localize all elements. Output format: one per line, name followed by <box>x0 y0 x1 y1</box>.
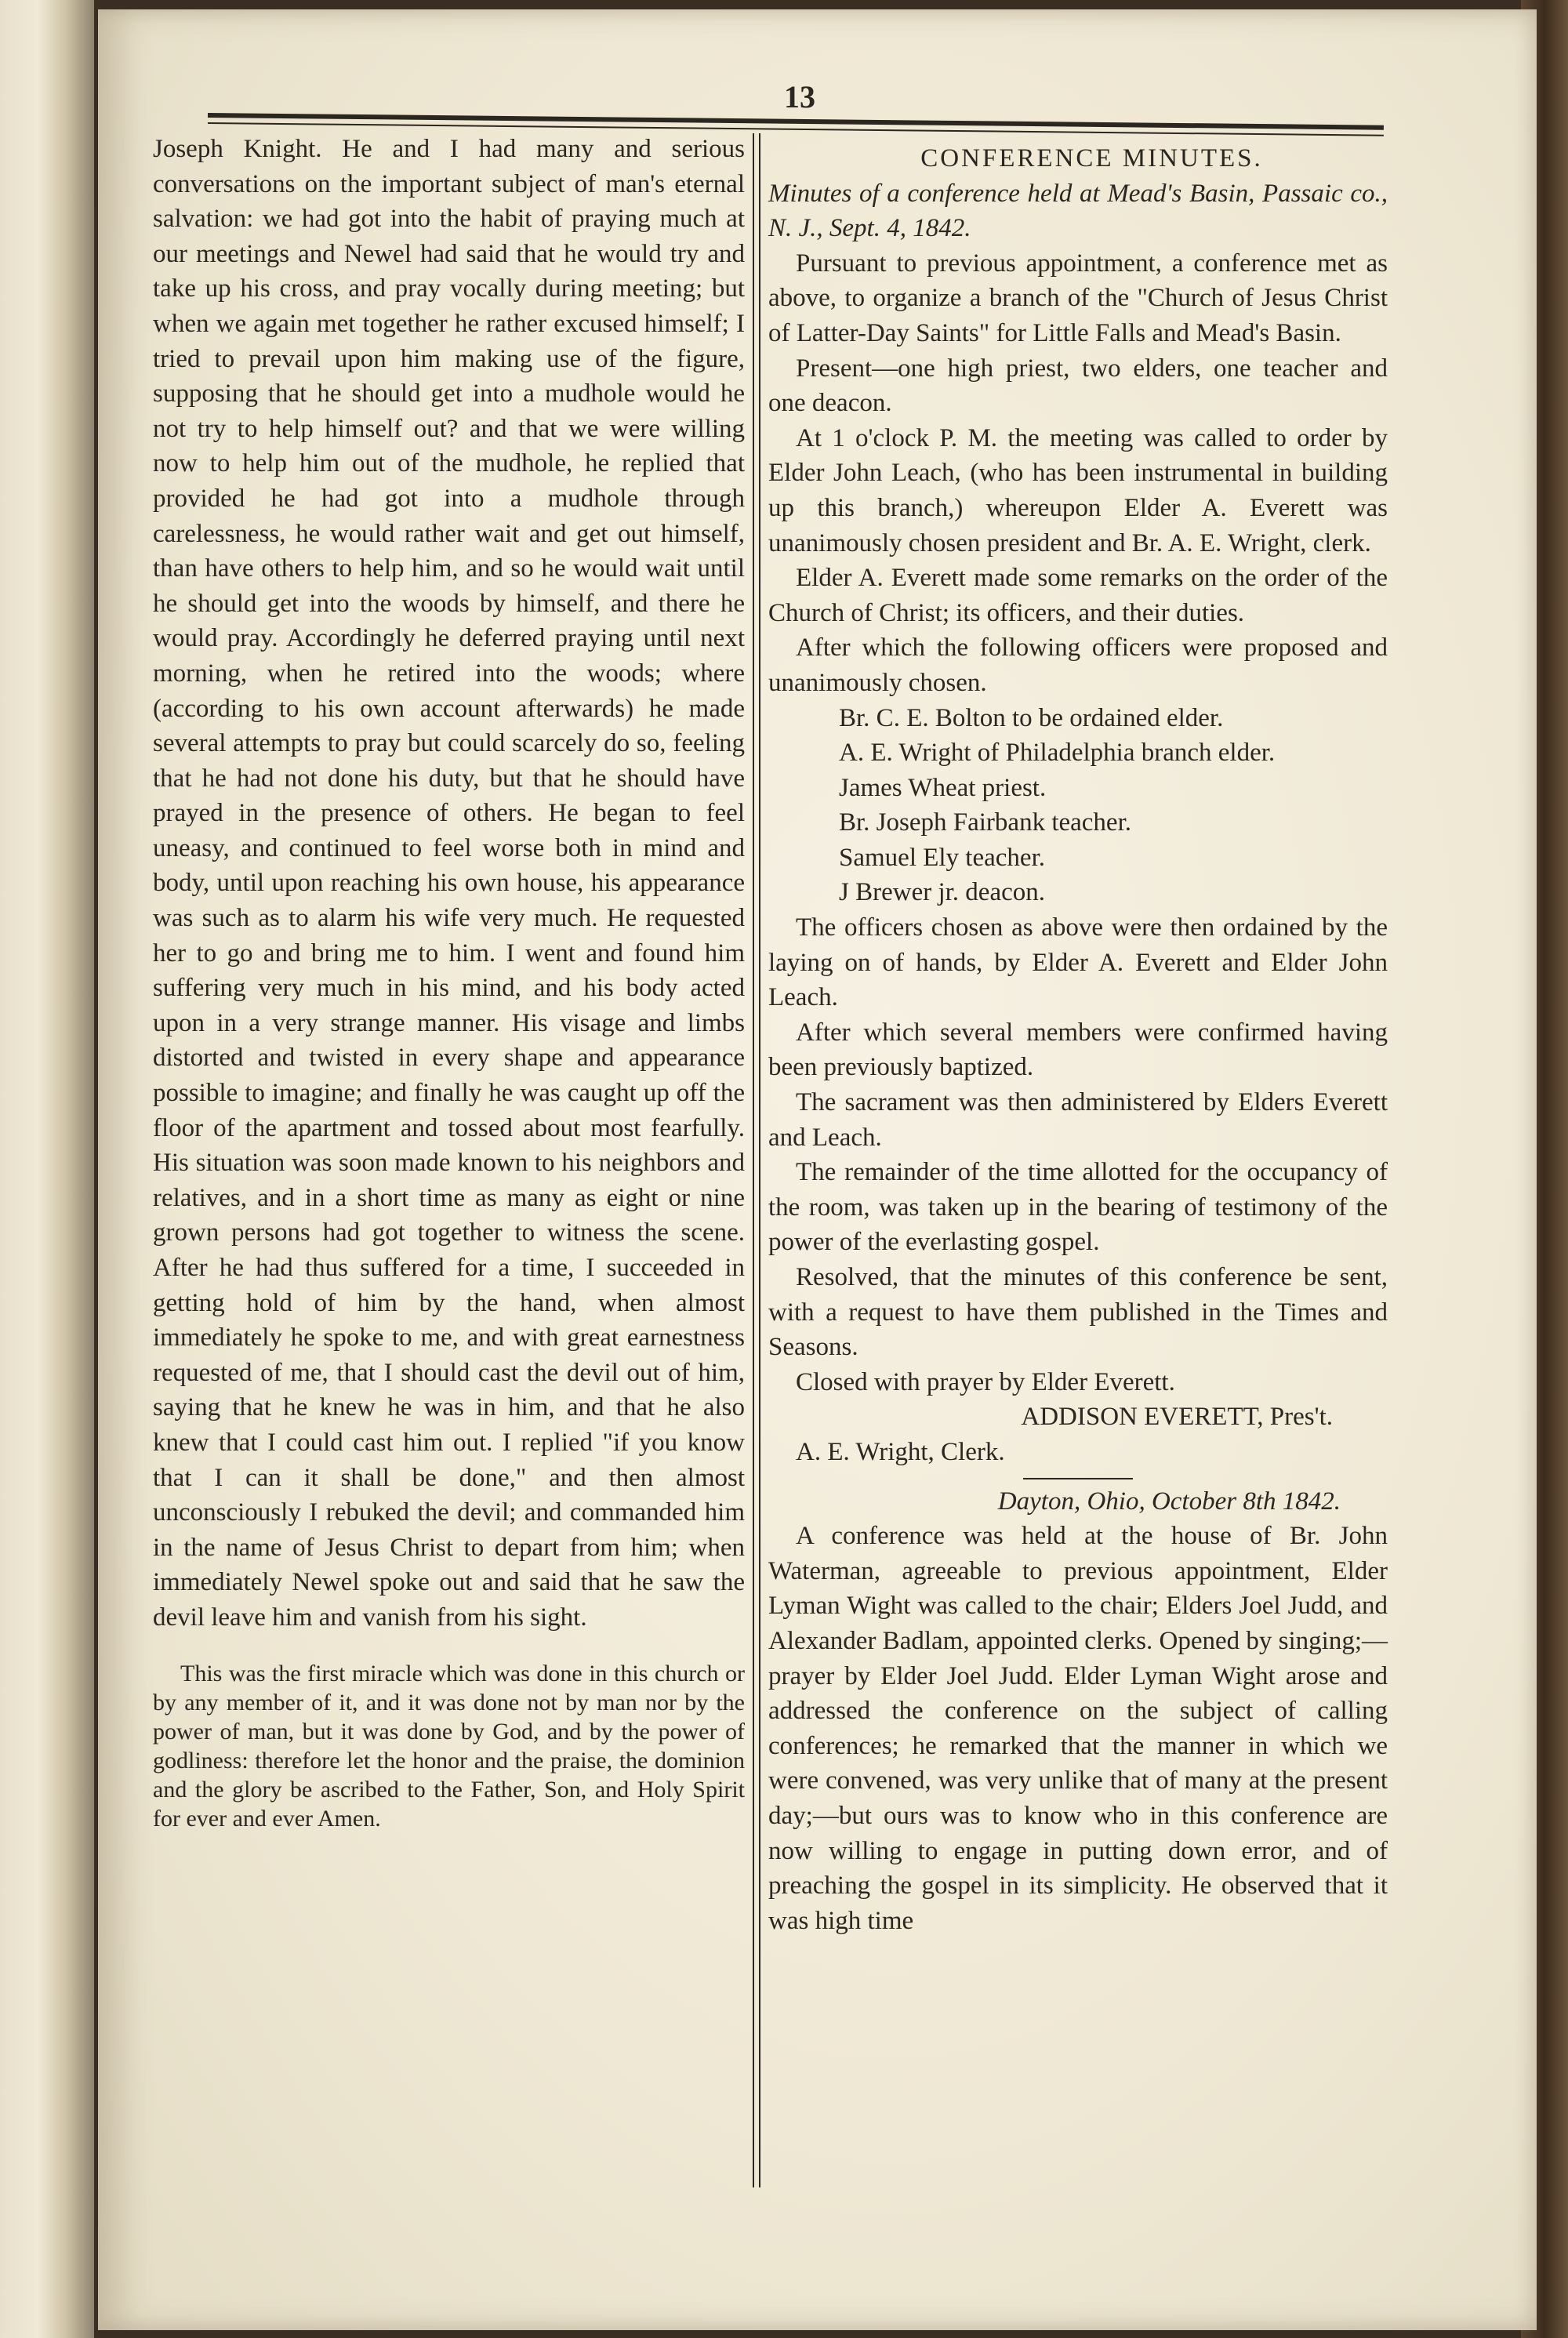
minutes-paragraph: Resolved, that the minutes of this conference be sent, with a request to have them published in the Times and Seasons. <box>768 1263 1388 1362</box>
officer-entry: Br. Joseph Fairbank teacher. <box>839 808 1131 837</box>
narrative-paragraph: Joseph Knight. He and I had many and serious conversations on the important subject of man's eternal salvation: we had got into the habit of praying much at our meetings and Newel had said that he would try and take up his cross, and pray vocally during meeting; but when we again met together he rather excused himself; I tried to prevail upon him making use of the figure, supposing that he should get into a mudhole would he not try to help himself out? and that we were willing now to help him out of the mudhole, he replied that provided he had got into a mudhole through carelessness, he would rather wait and get out himself, than have others to help him, and so he would wait until he should get into the woods by himself, and there he would pray. Accordingly he deferred praying until next morning, when he retired into the woods; where (according to his own account afterwards) he made several attempts to pray but could scarcely do so, feeling that he had not done his duty, but that he should have prayed in the presence of others. He began to feel uneasy, and continued to feel worse both in mind and body, until upon reaching his own house, his appearance was such as to alarm his wife very much. He requested her to go and bring me to him. I went and found him suffering very much in his mind, and his body acted upon in a very strange manner. His visage and limbs distorted and twisted in every shape and appearance possible to imagine; and finally he was caught up off the floor of the apartment and tossed about most fearfully. His situation was soon made known to his neighbors and relatives, and in a short time as many as eight or nine grown persons had got together to witness the scene. After he had thus suffered for a time, I succeeded in getting hold of him by the hand, when almost immediately he spoke to me, and with great earnestness requested of me, that I should cast the devil out of him, saying that he knew he was in him, and that he also knew that I could cast him out. I replied "if you know that I can it shall be done," and then almost unconsciously I rebuked the devil; and commanded him in the name of Jesus Christ to depart from him; when immediately Newel spoke out and said that he saw the devil leave him and vanish from his sight. <box>153 135 745 1632</box>
president-signature: ADDISON EVERETT, Pres't. <box>1021 1403 1333 1432</box>
officer-entry: J Brewer jr. deacon. <box>839 878 1045 907</box>
minutes-paragraph: Closed with prayer by Elder Everett. <box>796 1367 1175 1396</box>
officer-entry: A. E. Wright of Philadelphia branch elder. <box>839 739 1276 768</box>
clerk-signature: A. E. Wright, Clerk. <box>796 1437 1005 1466</box>
officer-entry: James Wheat priest. <box>839 773 1047 802</box>
minutes-paragraph: The remainder of the time allotted for the occupancy of the room, was taken up in the bearing of testimony of the power of the everlasting gospel. <box>768 1158 1388 1257</box>
officer-entry: Br. C. E. Bolton to be ordained elder. <box>839 703 1224 732</box>
book-edge-left <box>0 0 94 2338</box>
section-separator <box>1023 1478 1133 1479</box>
right-column <box>768 141 1388 1938</box>
left-column <box>153 132 745 1833</box>
minutes-paragraph: The officers chosen as above were then ordained by the laying on of hands, by Elder A. Everett and Elder John Leach. <box>768 913 1388 1012</box>
minutes-paragraph: A conference was held at the house of Br. John Waterman, agreeable to previous appointment, Elder Lyman Wight was called to the chair; Elders Joel Judd, and Alexander Badlam, appointed clerks. Opened by singing;—prayer by Elder Joel Judd. Elder Lyman Wight arose and addressed the conference on the subject of calling conferences; he remarked that the manner in which we were convened, was very unlike that of many at the present day;—but ours was to know who in this conference are now willing to engage in putting down error, and of preaching the gospel in its simplicity. He observed that it was high time <box>768 1522 1388 1935</box>
minutes-paragraph: At 1 o'clock P. M. the meeting was called to order by Elder John Leach, (who has been instrumental in building up this branch,) whereupon Elder A. Everett was unanimously chosen president and Br. A. E. Wright, clerk. <box>768 423 1388 557</box>
minutes-paragraph: After which several members were confirmed having been previously baptized. <box>768 1018 1388 1082</box>
minutes-paragraph: After which the following officers were proposed and unanimously chosen. <box>768 634 1388 697</box>
minutes-paragraph: Present—one high priest, two elders, one teacher and one deacon. <box>768 354 1388 418</box>
section-title: CONFERENCE MINUTES. <box>920 144 1263 172</box>
officer-entry: Samuel Ely teacher. <box>839 843 1045 872</box>
minutes-paragraph: Elder A. Everett made some remarks on the order of the Church of Christ; its officers, and their duties. <box>768 564 1388 627</box>
minutes-heading: Minutes of a conference held at Mead's Basin, Passaic co., N. J., Sept. 4, 1842. <box>768 179 1388 243</box>
page-number: 13 <box>784 79 815 114</box>
miracle-paragraph: This was the first miracle which was done in this church or by any member of it, and it was done not by man nor by the power of man, but it was done by God, and by the power of godliness: therefore let the honor and the praise, the dominion and the glory be ascribed to the Father, Son, and Holy Spirit for ever and ever Amen. <box>153 1660 745 1832</box>
column-divider <box>753 133 760 2187</box>
minutes-paragraph: The sacrament was then administered by Elders Everett and Leach. <box>768 1088 1388 1152</box>
dateline: Dayton, Ohio, October 8th 1842. <box>997 1487 1341 1516</box>
minutes-paragraph: Pursuant to previous appointment, a conference met as above, to organize a branch of the "Church of Jesus Christ of Latter-Day Saints" for Little Falls and Mead's Basin. <box>768 249 1388 347</box>
